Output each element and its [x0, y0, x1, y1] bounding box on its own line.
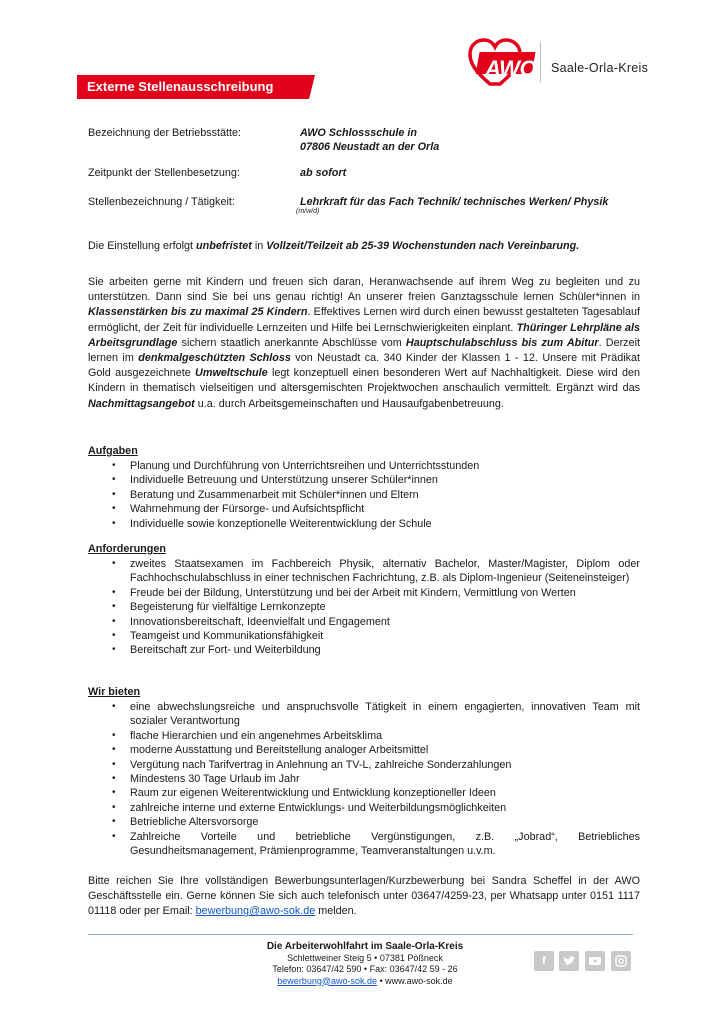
logo-brand: AWO: [485, 56, 537, 81]
list-item: • Wahrnehmung der Fürsorge- und Aufsichtspflicht: [112, 503, 365, 516]
employment-terms: Die Einstellung erfolgt unbefristet in Vollzeit/Teilzeit ab 25-39 Wochenstunden nach Vereinbarung.: [88, 240, 580, 252]
workplace-value-1: AWO Schlossschule in: [300, 127, 417, 139]
list-item: • eine abwechslungsreiche und anspruchsvolle Tätigkeit in einem engagierten, innovativen Team mit sozialer Verantwortung: [112, 701, 640, 728]
list-item: • zweites Staatsexamen im Fachbereich Physik, alternativ Bachelor, Master/Magister, Diplom oder Fachhochschulabschluss in einer technischen Fachrichtung, z.B. als Diplom-Ingenieur (Seiteneinsteiger): [112, 558, 640, 585]
list-item: • Betriebliche Altersvorsorge: [112, 816, 259, 829]
list-item: • Raum zur eigenen Weiterentwicklung und Entwicklung konzeptioneller Ideen: [112, 787, 496, 800]
offer-heading: Wir bieten: [88, 686, 141, 698]
list-item: • moderne Ausstattung und Bereitstellung analoger Arbeitsmittel: [112, 744, 429, 757]
bullet-icon: •: [112, 773, 116, 785]
application-instructions: Bitte reichen Sie Ihre vollständigen Bewerbungsunterlagen/Kurzbewerbung bei Sandra Scheffel in der AWO Geschäftsstelle ein. Gerne können Sie sich auch telefonisch unter 03647/4259-23, per Whatsapp unter 0151 1117 01118 oder per Email: bewerbung@awo-sok.de melden.: [88, 875, 640, 918]
twitter-icon[interactable]: [559, 951, 579, 971]
bullet-icon: •: [112, 787, 116, 799]
list-item: • Zahlreiche Vorteile und betriebliche Vergünstigungen, z.B. „Jobrad“, Betriebliches Gesundheitsmanagement, Prämienprogramme, Teamveranstaltungen u.v.m.: [112, 830, 640, 858]
footer-phone: Telefon: 03647/42 590 • Fax: 03647/42 59 - 26: [272, 964, 458, 974]
list-item: • Individuelle sowie konzeptionelle Weiterentwicklung der Schule: [112, 517, 432, 530]
youtube-icon[interactable]: [585, 951, 605, 971]
facebook-icon[interactable]: f: [534, 951, 554, 971]
list-item: • Mindestens 30 Tage Urlaub im Jahr: [112, 773, 300, 786]
list-item: • Planung und Durchführung von Unterrichtsreihen und Unterrichtsstunden: [112, 460, 480, 472]
requirements-heading: Anforderungen: [88, 543, 166, 555]
start-label: Zeitpunkt der Stellenbesetzung:: [88, 167, 240, 179]
bullet-icon: •: [112, 630, 116, 642]
footer-email-link[interactable]: bewerbung@awo-sok.de: [277, 975, 377, 986]
footer: [200, 941, 530, 987]
bullet-icon: •: [112, 601, 116, 613]
list-item: • Beratung und Zusammenarbeit mit Schüler*innen und Eltern: [112, 488, 419, 501]
page-title: Externe Stellenausschreibung: [87, 79, 274, 94]
bullet-icon: •: [112, 586, 116, 598]
logo-region: Saale-Orla-Kreis: [551, 61, 649, 75]
list-item: • Vergütung nach Tarifvertrag in Anlehnung an TV-L, zahlreiche Sonderzahlungen: [112, 758, 512, 771]
position-suffix: (m/w/d): [296, 208, 320, 215]
intro-paragraph: Sie arbeiten gerne mit Kindern und freuen sich daran, Heranwachsende auf ihrem Weg zu begleiten und zu unterstützen. Dann sind Sie bei uns genau richtig! An unserer freien Ganztagsschule lernen Schüler*innen in Klassenstärken bis zu maximal 25 Kindern. Effektives Lernen wird durch einen bewusst gestalteten Tagesablauf ermöglicht, der Zeit für individuelle Lernzeiten und Hilfe bei Lernschwierigkeiten einplant. Thüringer Lehrpläne als Arbeitsgrundlage sichern staatlich anerkannte Abschlüsse vom Hauptschulabschluss bis zum Abitur. Derzeit lernen im denkmalgeschützten Schloss von Neustadt ca. 340 Kinder der Klassen 1 - 12. Unsere mit Prädikat Gold ausgezeichnete Umweltschule legt konzeptuell einen besonderen Wert auf Nachhaltigkeit. Diese wird den Kindern in thematisch vielseitigen und altersgemischten Projektwochen anschaulich vermittelt. Ergänzt wird das Nachmittagsangebot u.a. durch Arbeitsgemeinschaften und Hausaufgabenbetreuung.: [88, 276, 640, 410]
start-value: ab sofort: [300, 167, 347, 179]
offer-list: [112, 700, 640, 858]
workplace-label: Bezeichnung der Betriebsstätte:: [88, 127, 242, 139]
bullet-icon: •: [112, 729, 116, 741]
bullet-icon: •: [112, 615, 116, 627]
instagram-icon[interactable]: [611, 951, 631, 971]
footer-web: • www.awo-sok.de: [377, 975, 453, 986]
footer-divider: [88, 934, 633, 935]
tasks-heading: Aufgaben: [88, 445, 138, 457]
bullet-icon: •: [112, 474, 116, 486]
list-item: • Individuelle Betreuung und Unterstützung unserer Schüler*innen: [112, 474, 438, 487]
bullet-icon: •: [112, 488, 116, 500]
footer-address: Schlettweiner Steig 5 • 07381 Pößneck: [287, 952, 443, 963]
footer-org: Die Arbeiterwohlfahrt im Saale-Orla-Kreis: [266, 941, 464, 952]
requirements-list: [112, 557, 640, 658]
bullet-icon: •: [112, 758, 116, 770]
bullet-icon: •: [112, 701, 116, 712]
bullet-icon: •: [112, 558, 116, 569]
position-value: Lehrkraft für das Fach Technik/ technisches Werken/ Physik: [300, 196, 609, 208]
footer-contact: [200, 976, 530, 988]
list-item: • Teamgeist und Kommunikationsfähigkeit: [112, 630, 324, 643]
workplace-value-2: 07806 Neustadt an der Orla: [300, 141, 440, 153]
list-item: • zahlreiche interne und externe Entwicklungs- und Weiterbildungsmöglichkeiten: [112, 801, 507, 814]
bullet-icon: •: [112, 744, 116, 756]
bullet-icon: •: [112, 830, 116, 842]
logo-divider: [540, 42, 541, 82]
email-link[interactable]: bewerbung@awo-sok.de: [195, 905, 316, 918]
bullet-icon: •: [112, 460, 116, 471]
bullet-icon: •: [112, 801, 116, 813]
bullet-icon: •: [112, 503, 116, 515]
bullet-icon: •: [112, 517, 116, 529]
position-label: Stellenbezeichnung / Tätigkeit:: [88, 196, 235, 208]
bullet-icon: •: [112, 644, 116, 656]
list-item: • flache Hierarchien und ein angenehmes Arbeitsklima: [112, 729, 383, 742]
list-item: • Freude bei der Bildung, Unterstützung und bei der Arbeit mit Kindern, Vermittlung von Werten: [112, 586, 576, 599]
list-item: • Innovationsbereitschaft, Ideenvielfalt und Engagement: [112, 615, 390, 628]
tasks-list: [112, 459, 640, 531]
bullet-icon: •: [112, 816, 116, 828]
list-item: • Begeisterung für vielfältige Lernkonzepte: [112, 601, 326, 614]
list-item: • Bereitschaft zur Fort- und Weiterbildung: [112, 644, 321, 657]
